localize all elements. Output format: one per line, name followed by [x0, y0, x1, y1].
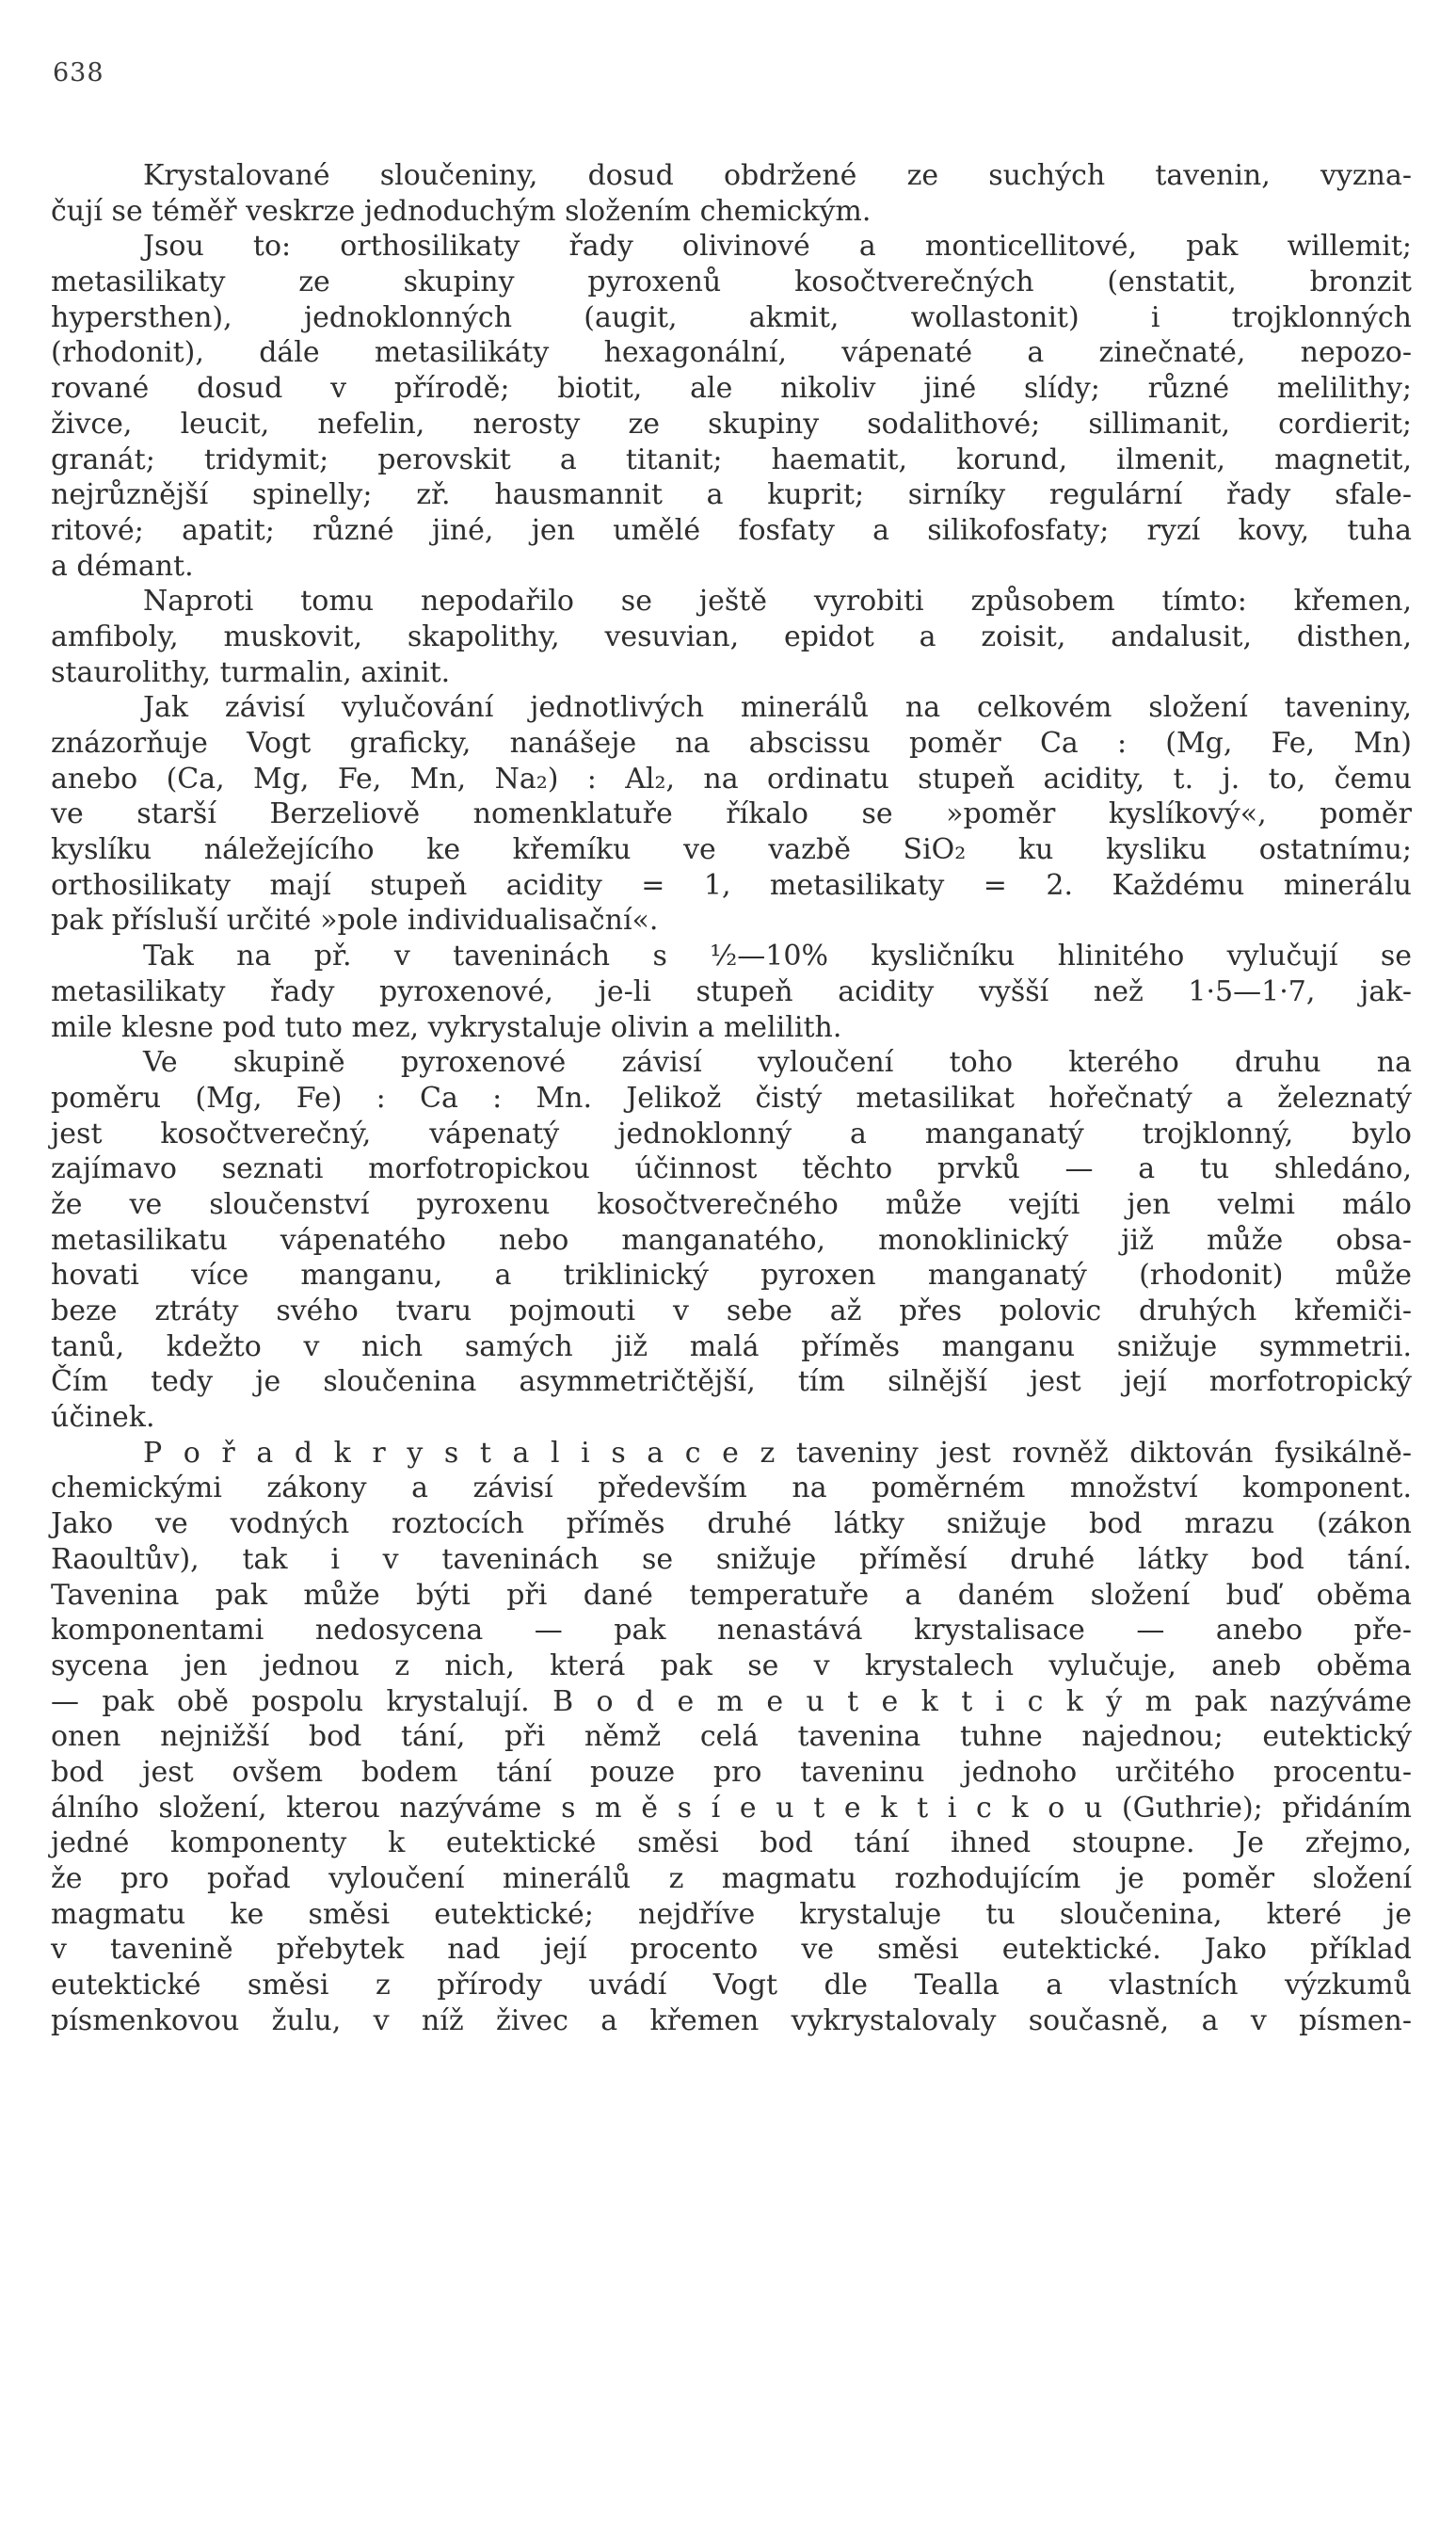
text-line: amfiboly, muskovit, skapolithy, vesuvian, epidot a zoisit, andalusit, disthen, — [51, 619, 1412, 653]
text-line: — pak obě pospolu krystalují. B o d e m e u t e k t i c k ý m pak nazýváme — [51, 1684, 1412, 1718]
text-line: že pro pořad vyloučení minerálů z magmatu rozhodujícím je poměr složení — [51, 1862, 1412, 1895]
text-line: tanů, kdežto v nich samých již malá příměs manganu snižuje symmetrii. — [51, 1329, 1412, 1363]
text-line: onen nejnižší bod tání, při němž celá tavenina tuhne najednou; eutektický — [51, 1720, 1412, 1754]
text-line: kyslíku náležejícího ke křemíku ve vazbě SiO₂ ku kysliku ostatnímu; — [51, 833, 1412, 867]
text-line: orthosilikaty mají stupeň acidity = 1, metasilikaty = 2. Každému minerálu — [51, 868, 1412, 902]
text-line: bod jest ovšem bodem tání pouze pro taveninu jednoho určitého procentu- — [51, 1755, 1412, 1789]
text-line: metasilikaty řady pyroxenové, je-li stupeň acidity vyšší než 1·5—1·7, jak- — [51, 974, 1412, 1008]
page-number: 638 — [53, 58, 104, 88]
text-line: beze ztráty svého tvaru pojmouti v sebe až přes polovic druhých křemiči- — [51, 1295, 1412, 1327]
text-line: Tak na př. v taveninách s ½—10% kysličníku hlinitého vylučují se — [143, 940, 1412, 973]
text-line: písmenkovou žulu, v níž živec a křemen vykrystalovaly současně, a v písmen- — [51, 2003, 1412, 2037]
text-line: Krystalované sloučeniny, dosud obdržené ze suchých tavenin, vyzna- — [143, 159, 1412, 192]
body-text — [51, 158, 1412, 2038]
text-line: v tavenině přebytek nad její procento ve směsi eutektické. Jako příklad — [51, 1933, 1412, 1967]
text-line: magmatu ke směsi eutektické; nejdříve krystaluje tu sloučenina, které je — [51, 1897, 1412, 1931]
text-line: a démant. — [51, 549, 194, 583]
text-line: Jsou to: orthosilikaty řady olivinové a monticellitové, pak willemit; — [143, 230, 1412, 264]
text-line: Čím tedy je sloučenina asymmetričtější, tím silnější jest její morfotropický — [51, 1365, 1412, 1399]
text-line: Naproti tomu nepodařilo se ještě vyrobiti způsobem tímto: křemen, — [143, 585, 1412, 619]
text-line: granát; tridymit; perovskit a titanit; haematit, korund, ilmenit, magnetit, — [51, 442, 1412, 476]
text-line: živce, leucit, nefelin, nerosty ze skupiny sodalithové; sillimanit, cordierit; — [51, 407, 1412, 441]
text-line: metasilikatu vápenatého nebo manganatého, monoklinický již může obsa- — [51, 1223, 1412, 1257]
text-line: sycena jen jednou z nich, která pak se v krystalech vylučuje, aneb oběma — [51, 1648, 1412, 1682]
text-line: ve starší Berzeliově nomenklatuře říkalo se »poměr kyslíkový«, poměr — [51, 797, 1412, 831]
text-line: álního složení, kterou nazýváme s m ě s í e u t e k t i c k o u (Guthrie); přidáním — [51, 1791, 1412, 1825]
text-line: ritové; apatit; různé jiné, jen umělé fosfaty a silikofosfaty; ryzí kovy, tuha — [51, 513, 1412, 547]
text-line: anebo (Ca, Mg, Fe, Mn, Na₂) : Al₂, na ordinatu stupeň acidity, t. j. to, čemu — [51, 762, 1412, 796]
text-line: zajímavo seznati morfotropickou účinnost těchto prvků — a tu shledáno, — [51, 1152, 1412, 1186]
text-line: jest kosočtverečný, vápenatý jednoklonný a manganatý trojklonný, bylo — [51, 1117, 1412, 1150]
text-line: pak přísluší určité »pole individualisační«. — [51, 904, 659, 938]
text-line: poměru (Mg, Fe) : Ca : Mn. Jelikož čistý metasilikat hořečnatý a železnatý — [51, 1081, 1412, 1115]
text-line: chemickými zákony a závisí především na poměrném množství komponent. — [51, 1472, 1412, 1505]
text-line: mile klesne pod tuto mez, vykrystaluje olivin a melilith. — [51, 1010, 842, 1044]
text-line: staurolithy, turmalin, axinit. — [51, 655, 451, 689]
text-line: Raoultův), tak i v taveninách se snižuje příměsí druhé látky bod tání. — [51, 1542, 1412, 1576]
text-line: komponentami nedosycena — pak nenastává krystalisace — anebo pře- — [51, 1614, 1412, 1648]
text-line: P o ř a d k r y s t a l i s a c e z taveniny jest rovněž diktován fysikálně- — [143, 1436, 1412, 1470]
text-line: že ve sloučenství pyroxenu kosočtverečného může vejíti jen velmi málo — [51, 1187, 1412, 1221]
text-line: rované dosud v přírodě; biotit, ale nikoliv jiné slídy; různé melilithy; — [51, 372, 1412, 406]
text-line: Jak závisí vylučování jednotlivých minerálů na celkovém složení taveniny, — [143, 691, 1412, 725]
text-line: Tavenina pak může býti při dané temperatuře a daném složení buď oběma — [51, 1578, 1412, 1612]
text-line: eutektické směsi z přírody uvádí Vogt dle Tealla a vlastních výzkumů — [51, 1969, 1412, 2002]
text-line: metasilikaty ze skupiny pyroxenů kosočtverečných (enstatit, bronzit — [51, 265, 1412, 299]
text-line: čují se téměř veskrze jednoduchým složením chemickým. — [51, 194, 872, 228]
text-line: Ve skupině pyroxenové závisí vyloučení toho kterého druhu na — [143, 1046, 1412, 1080]
text-line: znázorňuje Vogt graficky, nanášeje na abscissu poměr Ca : (Mg, Fe, Mn) — [51, 727, 1412, 760]
text-line: hovati více manganu, a triklinický pyroxen manganatý (rhodonit) může — [51, 1259, 1412, 1293]
text-line: hypersthen), jednoklonných (augit, akmit, wollastonit) i trojklonných — [51, 300, 1412, 334]
text-line: Jako ve vodných roztocích příměs druhé látky snižuje bod mrazu (zákon — [51, 1507, 1412, 1541]
text-line: jedné komponenty k eutektické směsi bod tání ihned stoupne. Je zřejmo, — [51, 1826, 1412, 1860]
text-line: účinek. — [51, 1401, 155, 1435]
text-line: (rhodonit), dále metasilikáty hexagonální, vápenaté a zinečnaté, nepozo- — [51, 336, 1412, 370]
text-line: nejrůznější spinelly; zř. hausmannit a kuprit; sirníky regulární řady sfale- — [51, 478, 1412, 512]
